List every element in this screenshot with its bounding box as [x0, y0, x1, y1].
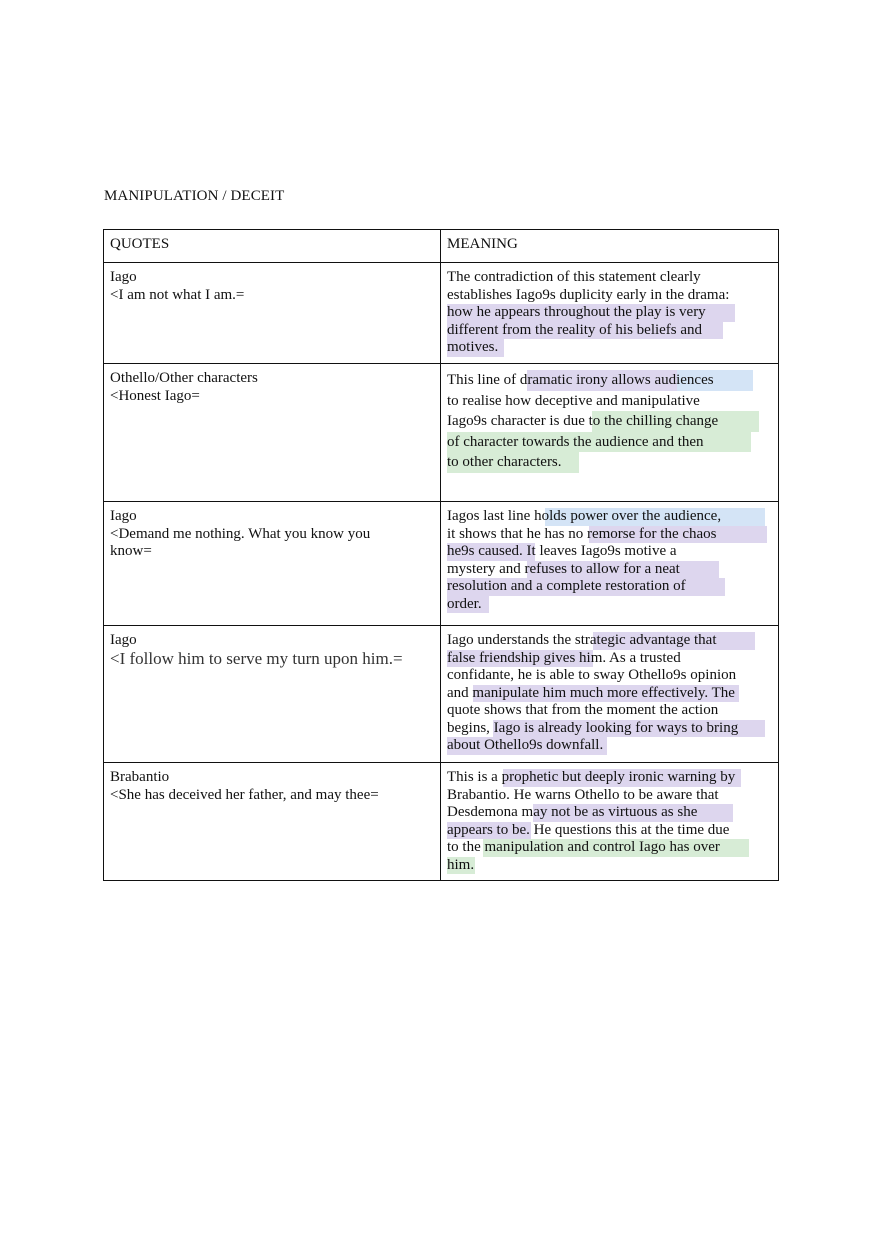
meaning-cell — [441, 763, 779, 881]
quote-text: know= — [110, 543, 152, 559]
quote-text: <Honest Iago= — [110, 387, 200, 404]
meaning-line: establishes Iago9s duplicity early in the drama: — [447, 286, 730, 303]
quote-text: <I am not what I am.= — [110, 286, 245, 303]
meaning-line: The contradiction of this statement clearly — [447, 269, 701, 285]
meaning-line: motives. — [447, 339, 504, 357]
table-row — [104, 502, 779, 626]
table-row — [104, 263, 779, 364]
quote-text: <Demand me nothing. What you know you — [110, 525, 371, 542]
meaning-line: Iago9s character is due to the chilling change — [447, 411, 759, 432]
meaning-line: about Othello9s downfall. — [447, 737, 607, 755]
quote-cell — [104, 502, 441, 626]
quote-text: <She has deceived her father, and may thee= — [110, 786, 379, 803]
meaning-line: Brabantio. He warns Othello to be aware that — [447, 786, 719, 803]
meaning-line: to the manipulation and control Iago has over — [447, 839, 749, 857]
meaning-line: quote shows that from the moment the action — [447, 702, 719, 718]
quote-cell — [104, 763, 441, 881]
quotes-table — [103, 229, 779, 881]
meaning-line: begins, Iago is already looking for ways to bring — [447, 720, 765, 738]
meaning-line: him. — [447, 856, 475, 873]
meaning-cell — [441, 263, 779, 364]
quote-cell — [104, 263, 441, 364]
table-row — [104, 763, 779, 881]
meaning-line: This is a prophetic but deeply ironic warning by — [447, 769, 741, 787]
meaning-line: to other characters. — [447, 452, 579, 473]
meaning-line: Desdemona may not be as virtuous as she — [447, 804, 733, 822]
speaker: Iago — [110, 632, 137, 648]
speaker: Iago — [110, 269, 137, 285]
meaning-line: mystery and refuses to allow for a neat — [447, 561, 719, 579]
meaning-line: confidante, he is able to sway Othello9s opinion — [447, 667, 737, 683]
meaning-line: resolution and a complete restoration of — [447, 578, 725, 596]
quote-text: <I follow him to serve my turn upon him.= — [110, 648, 403, 668]
meaning-line: Iagos last line holds power over the audience, — [447, 508, 765, 526]
meaning-line: different from the reality of his beliefs and — [447, 322, 723, 340]
table-row — [104, 364, 779, 502]
meaning-line: false friendship gives him. As a trusted — [447, 650, 772, 668]
speaker: Brabantio — [110, 769, 170, 785]
meaning-cell — [441, 364, 779, 502]
meaning-line: Iago understands the strategic advantage that — [447, 632, 755, 650]
meaning-line: it shows that he has no remorse for the chaos — [447, 526, 767, 544]
quote-cell — [104, 364, 441, 502]
meaning-cell — [441, 502, 779, 626]
meaning-line: he9s caused. It leaves Iago9s motive a — [447, 543, 772, 561]
speaker: Othello/Other characters — [110, 370, 258, 386]
meaning-line: appears to be. He questions this at the time due — [447, 822, 772, 840]
meaning-line: how he appears throughout the play is very — [447, 304, 735, 322]
meaning-line: to realise how deceptive and manipulative — [447, 392, 700, 409]
meaning-line: and manipulate him much more effectively. The — [447, 685, 739, 703]
meaning-line: This line of dramatic irony allows audiences — [447, 370, 753, 391]
page-heading: MANIPULATION / DECEIT — [104, 188, 285, 204]
table-row — [104, 626, 779, 763]
table-header-row — [104, 230, 779, 263]
meaning-cell — [441, 626, 779, 763]
column-header-quotes: QUOTES — [104, 230, 441, 263]
column-header-meaning: MEANING — [441, 230, 779, 263]
meaning-line: of character towards the audience and then — [447, 432, 751, 453]
speaker: Iago — [110, 508, 137, 524]
meaning-line: order. — [447, 596, 489, 614]
quote-cell — [104, 626, 441, 763]
